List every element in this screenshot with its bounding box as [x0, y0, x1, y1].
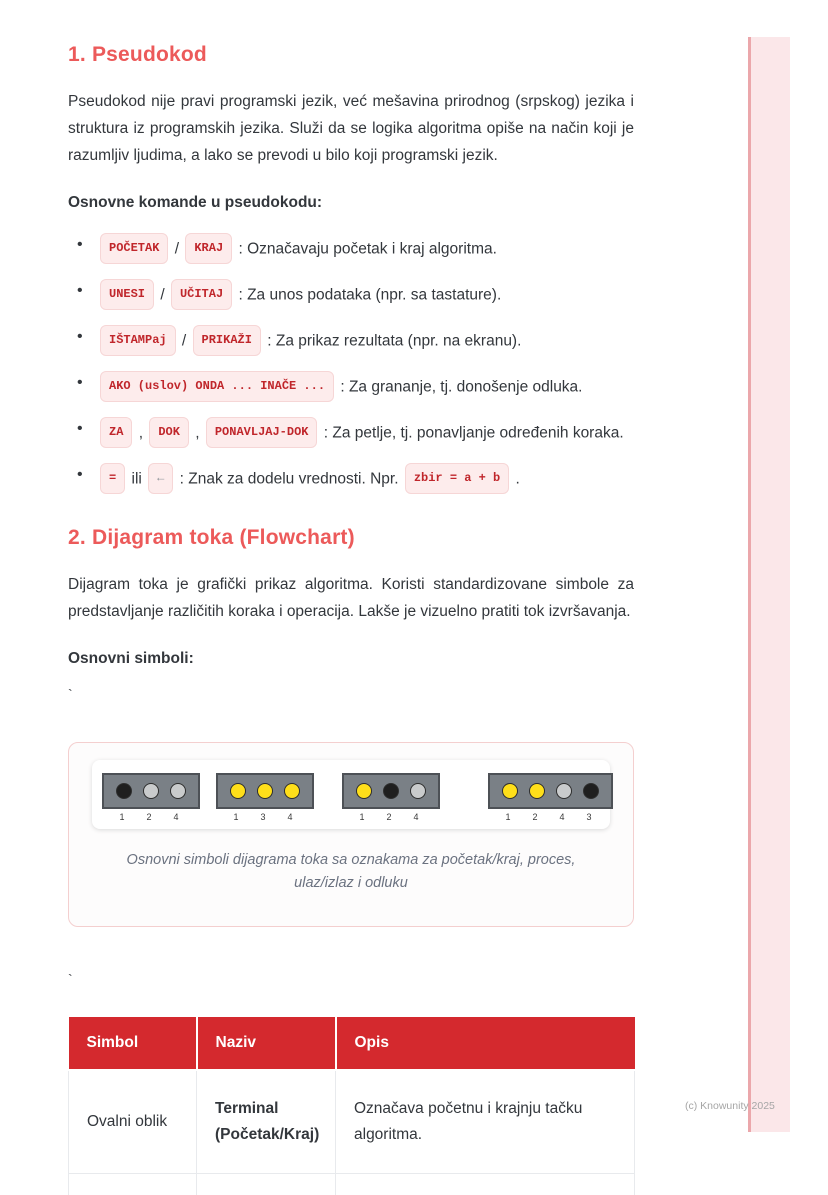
- code-badge: POČETAK: [100, 233, 168, 264]
- cell-naziv: [197, 1173, 336, 1195]
- stray-backtick: `: [68, 686, 73, 702]
- copyright-footer: (c) Knowunity 2025: [685, 1100, 775, 1112]
- lights-labels: [488, 809, 613, 822]
- light-number: 1: [359, 812, 365, 822]
- command-list-item: [68, 325, 634, 358]
- pseudocode-command-list: [68, 233, 634, 496]
- section-2-paragraph: Dijagram toka je grafički prikaz algoritma. Koristi standardizovane simbole za predstavljanje različitih koraka i operacija. Lakše je vizuelno pratiti tok izvršavanja.: [68, 576, 634, 620]
- list-item-text: ,: [190, 424, 204, 442]
- symbol-panel: [102, 773, 200, 822]
- light-number: 3: [586, 812, 592, 822]
- black-light: [583, 783, 599, 799]
- section-1-title: 1. Pseudokod: [68, 43, 207, 66]
- list-item-text: /: [156, 286, 169, 304]
- light-number: 1: [233, 812, 239, 822]
- list-item-text: .: [511, 470, 520, 488]
- list-item-text: ili: [127, 470, 147, 488]
- code-badge: DOK: [149, 417, 189, 448]
- stray-backtick: `: [68, 971, 73, 987]
- table-row: [69, 1173, 635, 1195]
- figure-caption: Osnovni simboli dijagrama toka sa oznakama za početak/kraj, proces, ulaz/izlaz i odluku: [126, 852, 576, 891]
- yellow-light: [529, 783, 545, 799]
- section-2-subheading: Osnovni simboli:: [68, 650, 194, 667]
- right-margin-stripe: [748, 37, 790, 1132]
- list-item-text: : Za prikaz rezultata (npr. na ekranu).: [262, 332, 522, 350]
- command-list-item: [68, 233, 634, 266]
- code-badge: ZA: [100, 417, 132, 448]
- table-header-row: [69, 1016, 635, 1070]
- command-list-item: [68, 463, 634, 496]
- list-item-text: : Za unos podataka (npr. sa tastature).: [234, 286, 502, 304]
- gray-light: [170, 783, 186, 799]
- cell-simbol: Ovalni oblik: [69, 1070, 197, 1173]
- yellow-light: [230, 783, 246, 799]
- code-badge: AKO (uslov) ONDA ... INAČE ...: [100, 371, 334, 402]
- code-badge: zbir = a + b: [405, 463, 509, 494]
- flowchart-symbols-image: [92, 760, 610, 829]
- gray-light: [410, 783, 426, 799]
- section-2-title: 2. Dijagram toka (Flowchart): [68, 526, 355, 549]
- light-number: 2: [386, 812, 392, 822]
- code-badge: UNESI: [100, 279, 154, 310]
- light-number: 4: [173, 812, 179, 822]
- yellow-light: [257, 783, 273, 799]
- code-badge: IŠTAMPaj: [100, 325, 176, 356]
- list-item-text: /: [170, 240, 184, 258]
- list-item-text: ,: [134, 424, 148, 442]
- table-header-cell: Simbol: [69, 1016, 197, 1070]
- light-number: 4: [413, 812, 419, 822]
- light-number: 1: [119, 812, 125, 822]
- table-row: [69, 1070, 635, 1173]
- lights-panel: [102, 773, 200, 809]
- yellow-light: [284, 783, 300, 799]
- cell-opis: Označava početnu i krajnju tačku algoritma.: [336, 1070, 635, 1173]
- light-number: 4: [287, 812, 293, 822]
- document-content: [68, 0, 634, 1195]
- light-number: 2: [532, 812, 538, 822]
- gray-light: [143, 783, 159, 799]
- cell-simbol: [69, 1173, 197, 1195]
- light-number: 4: [559, 812, 565, 822]
- cell-naziv: Terminal (Početak/Kraj): [197, 1070, 336, 1173]
- yellow-light: [356, 783, 372, 799]
- lights-labels: [216, 809, 314, 822]
- code-badge: =: [100, 463, 125, 494]
- light-number: 1: [505, 812, 511, 822]
- black-light: [116, 783, 132, 799]
- black-light: [383, 783, 399, 799]
- symbol-panel: [342, 773, 440, 822]
- lights-panel: [342, 773, 440, 809]
- list-item-text: : Označavaju početak i kraj algoritma.: [234, 240, 497, 258]
- table-header-cell: Naziv: [197, 1016, 336, 1070]
- list-item-text: /: [177, 332, 191, 350]
- code-badge: PRIKAŽI: [193, 325, 261, 356]
- code-badge: UČITAJ: [171, 279, 232, 310]
- figure-card: [68, 742, 634, 927]
- symbols-table: [68, 1015, 635, 1195]
- lights-labels: [102, 809, 200, 822]
- symbol-panel: [216, 773, 314, 822]
- command-list-item: [68, 371, 634, 404]
- command-list-item: [68, 279, 634, 312]
- list-item-text: : Znak za dodelu vrednosti. Npr.: [175, 470, 403, 488]
- yellow-light: [502, 783, 518, 799]
- symbol-panel: [488, 773, 613, 822]
- code-badge: ←: [148, 463, 173, 494]
- cell-opis: [336, 1173, 635, 1195]
- code-badge: KRAJ: [185, 233, 232, 264]
- table-header-cell: Opis: [336, 1016, 635, 1070]
- light-number: 2: [146, 812, 152, 822]
- lights-panel: [216, 773, 314, 809]
- section-1-subheading: Osnovne komande u pseudokodu:: [68, 194, 323, 211]
- list-item-text: : Za petlje, tj. ponavljanje određenih koraka.: [319, 424, 624, 442]
- lights-labels: [342, 809, 440, 822]
- section-1-paragraph: Pseudokod nije pravi programski jezik, već mešavina prirodnog (srpskog) jezika i struktura iz programskih jezika. Služi da se logika algoritma opiše na način koji je razumljiv ljudima, a lako se prevodi u bilo koji programski jezik.: [68, 93, 634, 164]
- list-item-text: : Za grananje, tj. donošenje odluka.: [336, 378, 583, 396]
- lights-panel: [488, 773, 613, 809]
- command-list-item: [68, 417, 634, 450]
- gray-light: [556, 783, 572, 799]
- light-number: 3: [260, 812, 266, 822]
- code-badge: PONAVLJAJ-DOK: [206, 417, 318, 448]
